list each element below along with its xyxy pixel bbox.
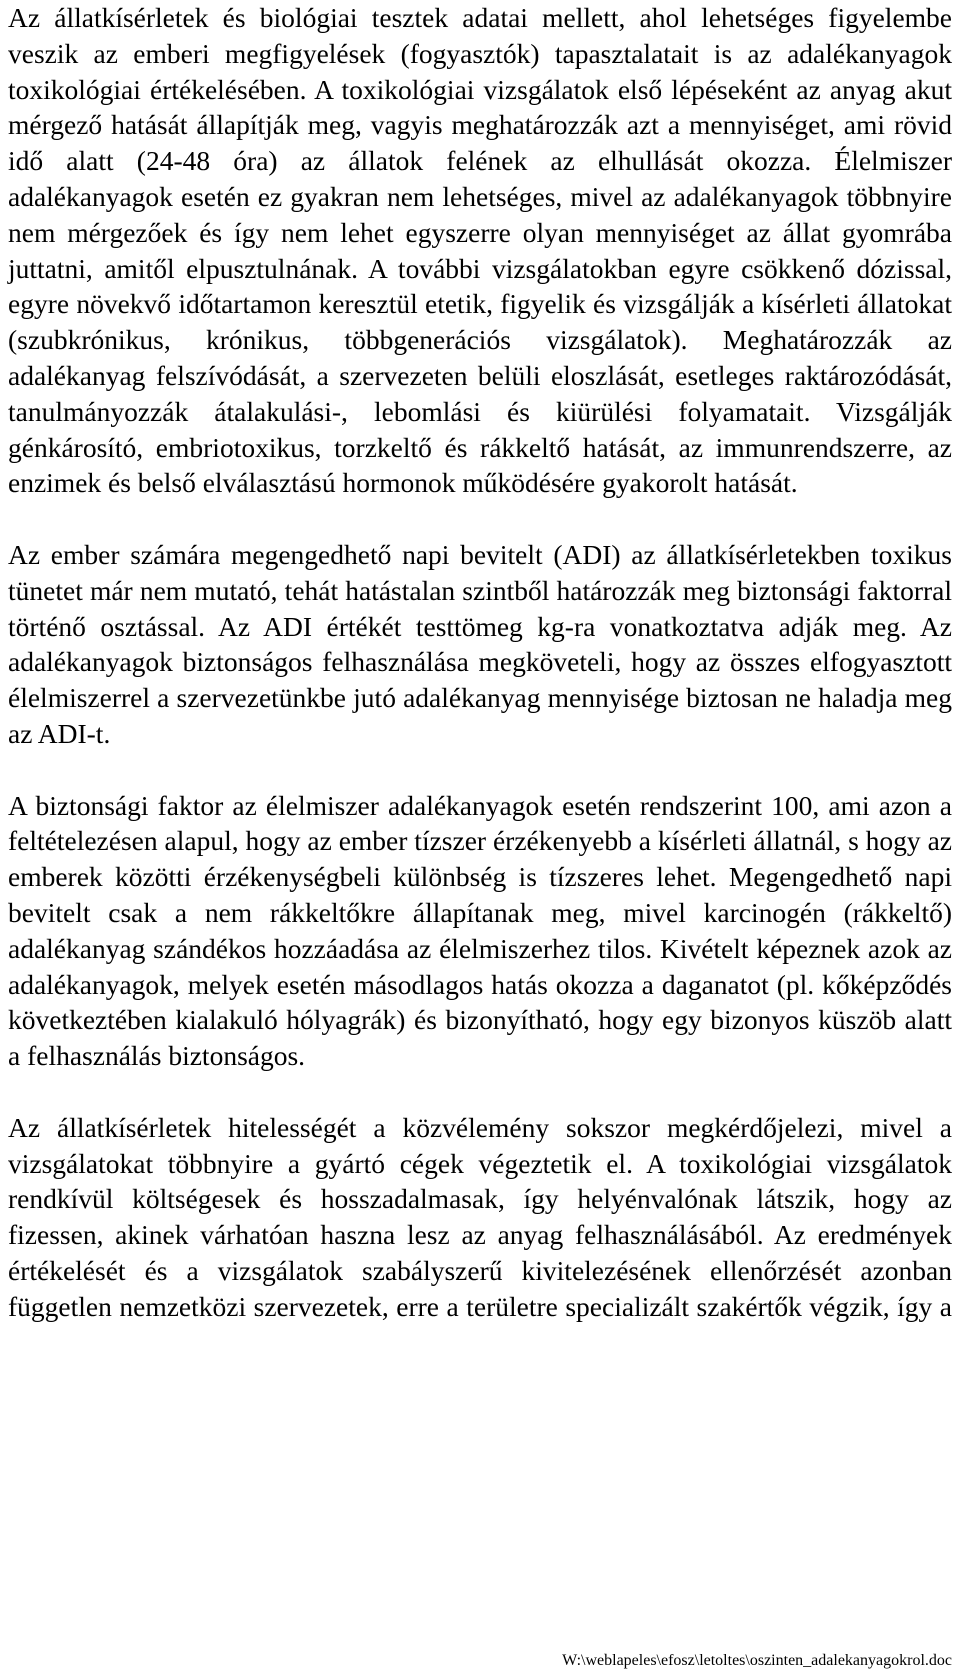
paragraph-credibility: Az állatkísérletek hitelességét a közvélemény sokszor megkérdőjelezi, mivel a vizsgálatokat többnyire a gyártó cégek végeztetik el. A toxikológiai vizsgálatok rendkívül költségesek és hosszadalmasak, így helyénvalónak látszik, hogy az fizessen, akinek várhatóan haszna lesz az anyag felhasználásából. Az eredmények értékelését és a vizsgálatok szabályszerű kivitelezésének ellenőrzését azonban független nemzetközi szervezetek, erre a területre specializált szakértők végzik, így a <box>8 1111 952 1322</box>
document-body <box>8 0 952 1324</box>
paragraph-safety-factor: A biztonsági faktor az élelmiszer adalékanyagok esetén rendszerint 100, ami azon a feltételezésen alapul, hogy az ember tízszer érzékenyebb a kísérleti állatnál, s hogy az emberek közötti érzékenységbeli különbség is tízszeres lehet. Megengedhető napi bevitelt csak a nem rákkeltőkre állapítanak meg, mivel karcinogén (rákkeltő) adalékanyag szándékos hozzáadása az élelmiszerhez tilos. Kivételt képeznek azok az adalékanyagok, melyek esetén másodlagos hatás okozza a daganatot (pl. kőképződés következtében kialakuló hólyagrák) és bizonyítható, hogy egy bizonyos küszöb alatt a felhasználás biztonságos. <box>8 789 952 1072</box>
footer-file-path: W:\weblapeles\efosz\letoltes\oszinten_adalekanyagokrol.doc <box>562 1652 952 1669</box>
paragraph-spacer <box>8 752 952 788</box>
paragraph-adi: Az ember számára megengedhető napi bevitelt (ADI) az állatkísérletekben toxikus tünetet már nem mutató, tehát hatástalan szintből határozzák meg biztonsági faktorral történő osztással. Az ADI értékét testtömeg kg-ra vonatkoztatva adják meg. Az adalékanyagok biztonságos felhasználása megköveteli, hogy az összes elfogyasztott élelmiszerrel a szervezetünkbe jutó adalékanyag mennyisége biztosan ne haladja meg az ADI-t. <box>8 538 952 749</box>
paragraph-toxicology-tests: Az állatkísérletek és biológiai tesztek adatai mellett, ahol lehetséges figyelembe veszik az emberi megfigyelések (fogyasztók) tapasztalatait is az adalékanyagok toxikológiai értékelésében. A toxikológiai vizsgálatok első lépéseként az anyag akut mérgező hatását állapítják meg, vagyis meghatározzák azt a mennyiséget, ami rövid idő alatt (24-48 óra) az állatok felének az elhullását okozza. Élelmiszer adalékanyagok esetén ez gyakran nem lehetséges, mivel az adalékanyagok többnyire nem mérgezőek és így nem lehet egyszerre olyan mennyiséget az állat gyomrába juttatni, amitől elpusztulnának. A további vizsgálatokban egyre csökkenő dózissal, egyre növekvő időtartamon keresztül etetik, figyelik és vizsgálják a kísérleti állatokat (szubkrónikus, krónikus, többgenerációs vizsgálatok). Meghatározzák az adalékanyag felszívódását, a szervezeten belüli eloszlását, esetleges raktározódását, tanulmányozzák átalakulási-, lebomlási és kiürülési folyamatait. Vizsgálják génkárosító, embriotoxikus, torzkeltő és rákkeltő hatását, az immunrendszerre, az enzimek és belső elválasztású hormonok működésére gyakorolt hatását. <box>8 2 952 499</box>
paragraph-spacer <box>8 1074 952 1110</box>
paragraph-spacer <box>8 501 952 537</box>
